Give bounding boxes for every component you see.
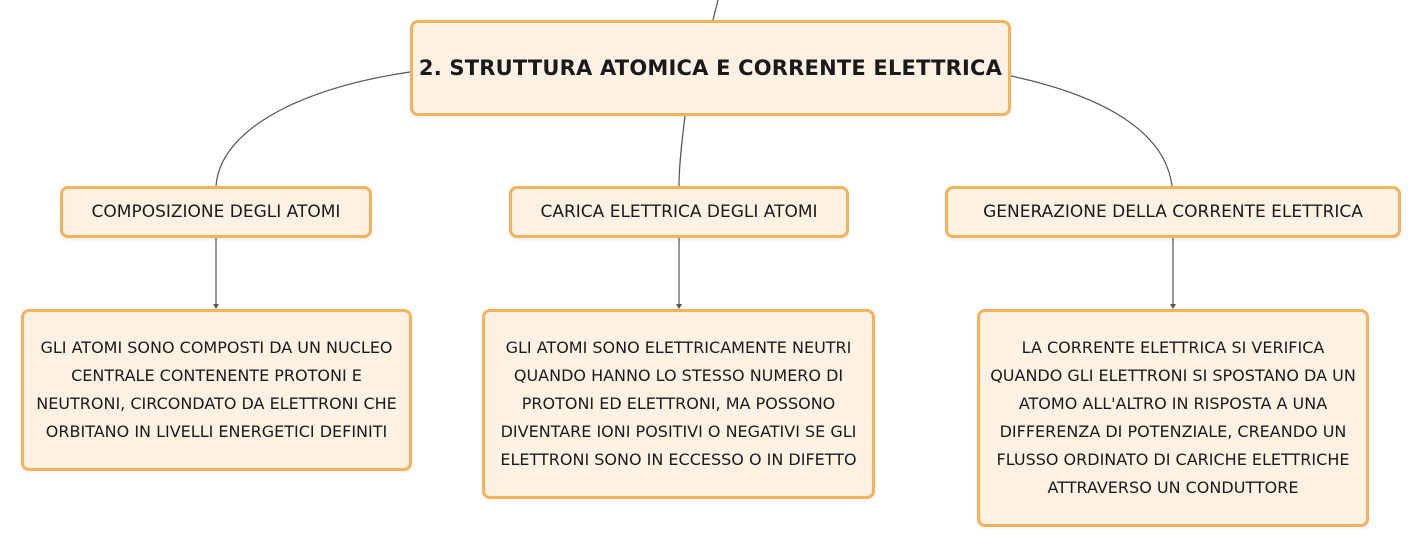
detail-node-carica[interactable] xyxy=(482,309,875,499)
detail-node-generazione[interactable] xyxy=(977,309,1369,527)
connector-root-to-branch-1 xyxy=(216,72,410,186)
branch-label: COMPOSIZIONE DEGLI ATOMI xyxy=(91,202,341,222)
detail-text: GLI ATOMI SONO ELETTRICAMENTE NEUTRI QUANDO HANNO LO STESSO NUMERO DI PROTONI ED ELETTRONI, MA POSSONO DIVENTARE IONI POSITIVI O NEGATIVI SE GLI ELETTRONI SONO IN ECCESSO O IN DIFETTO xyxy=(500,338,857,469)
detail-text: GLI ATOMI SONO COMPOSTI DA UN NUCLEO CENTRALE CONTENENTE PROTONI E NEUTRONI, CIRCONDATO DA ELETTRONI CHE ORBITANO IN LIVELLI ENERGETICI DEFINITI xyxy=(36,338,397,441)
branch-node-generazione[interactable] xyxy=(945,186,1401,238)
detail-node-composizione[interactable] xyxy=(21,309,412,471)
branch-label: CARICA ELETTRICA DEGLI ATOMI xyxy=(540,202,818,222)
connector-root-to-branch-3 xyxy=(1011,76,1172,186)
detail-text: LA CORRENTE ELETTRICA SI VERIFICA QUANDO GLI ELETTRONI SI SPOSTANO DA UN ATOMO ALL'ALTRO IN RISPOSTA A UNA DIFFERENZA DI POTENZIALE, CREANDO UN FLUSSO ORDINATO DI CARICHE ELETTRICHE ATTRAVERSO UN CONDUTTORE xyxy=(990,338,1356,497)
root-node[interactable] xyxy=(410,20,1011,116)
connector-root-to-branch-2 xyxy=(679,116,685,186)
root-title: 2. STRUTTURA ATOMICA E CORRENTE ELETTRICA xyxy=(418,56,1003,80)
parent-connector xyxy=(713,0,718,20)
branch-label: GENERAZIONE DELLA CORRENTE ELETTRICA xyxy=(983,202,1363,222)
branch-node-carica[interactable] xyxy=(509,186,849,238)
branch-node-composizione[interactable] xyxy=(60,186,372,238)
